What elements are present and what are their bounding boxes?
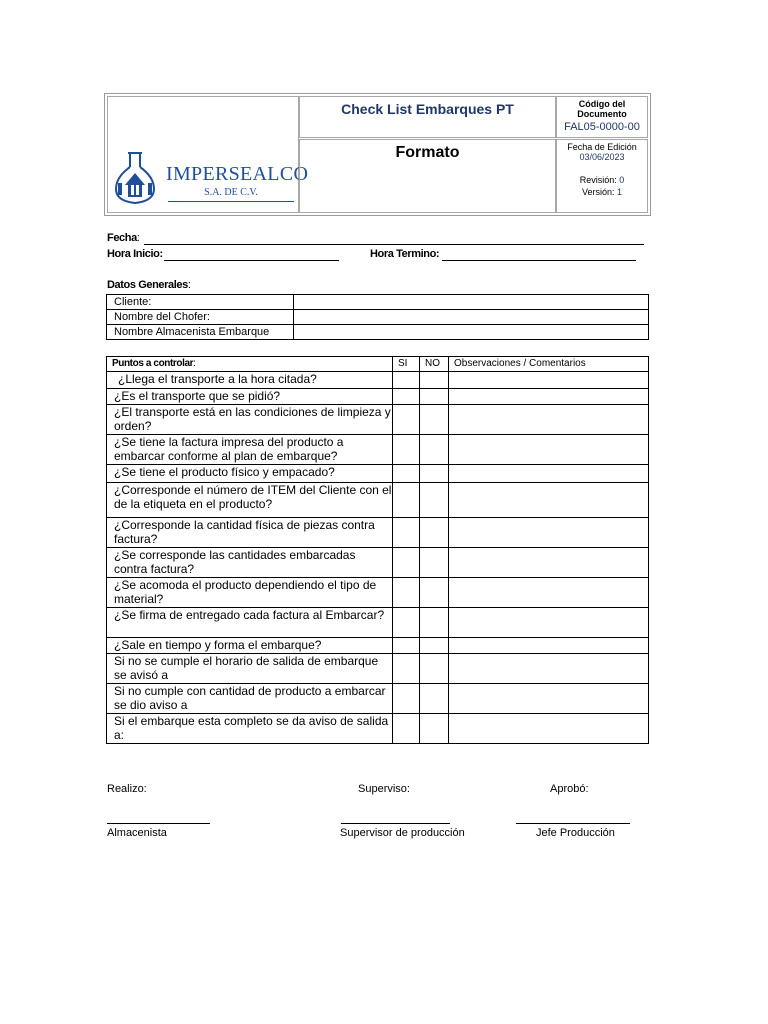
checklist-question: Si no se cumple el horario de salida de embarque se avisó a bbox=[107, 654, 393, 684]
checklist-question: ¿Se corresponde las cantidades embarcadas contra factura? bbox=[107, 548, 393, 578]
general-value-cliente[interactable] bbox=[294, 295, 649, 310]
general-label-cliente: Cliente: bbox=[107, 295, 294, 310]
revision-value: 0 bbox=[619, 175, 625, 185]
general-label-chofer: Nombre del Chofer: bbox=[107, 310, 294, 325]
checklist-question: ¿Se firma de entregado cada factura al Embarcar? bbox=[107, 608, 393, 638]
observations-cell[interactable] bbox=[449, 578, 649, 608]
si-cell[interactable] bbox=[393, 483, 420, 518]
checklist-question: Si el embarque esta completo se da aviso de salida a: bbox=[107, 714, 393, 744]
table-row bbox=[107, 372, 649, 389]
title-cell bbox=[299, 96, 556, 138]
si-cell[interactable] bbox=[393, 518, 420, 548]
col-si-header: SI bbox=[393, 357, 420, 372]
document-title: Check List Embarques PT bbox=[341, 101, 514, 117]
no-cell[interactable] bbox=[420, 518, 449, 548]
no-cell[interactable] bbox=[420, 405, 449, 435]
aprobo-label: Aprobó: bbox=[550, 783, 589, 795]
version-line bbox=[557, 187, 647, 197]
no-cell[interactable] bbox=[420, 389, 449, 405]
observations-cell[interactable] bbox=[449, 638, 649, 654]
table-row bbox=[107, 295, 649, 310]
table-row bbox=[107, 548, 649, 578]
code-label-line2: Documento bbox=[577, 109, 627, 119]
observations-cell[interactable] bbox=[449, 372, 649, 389]
no-cell[interactable] bbox=[420, 654, 449, 684]
table-row bbox=[107, 518, 649, 548]
fecha-line[interactable] bbox=[144, 244, 644, 245]
observations-cell[interactable] bbox=[449, 405, 649, 435]
checklist-question: ¿Sale en tiempo y forma el embarque? bbox=[107, 638, 393, 654]
si-cell[interactable] bbox=[393, 405, 420, 435]
supervisor-label: Supervisor de producción bbox=[340, 827, 465, 839]
no-cell[interactable] bbox=[420, 372, 449, 389]
checklist-header-row bbox=[107, 357, 649, 372]
no-cell[interactable] bbox=[420, 684, 449, 714]
general-label-almacenista: Nombre Almacenista Embarque bbox=[107, 325, 294, 340]
no-cell[interactable] bbox=[420, 608, 449, 638]
no-cell[interactable] bbox=[420, 465, 449, 483]
bottle-emblem-icon bbox=[112, 151, 158, 205]
almacenista-label: Almacenista bbox=[107, 827, 167, 839]
si-cell[interactable] bbox=[393, 435, 420, 465]
document-type: Formato bbox=[395, 144, 460, 161]
checklist-question: ¿Corresponde la cantidad física de piezas contra factura? bbox=[107, 518, 393, 548]
table-row bbox=[107, 435, 649, 465]
logo-underline bbox=[168, 201, 294, 202]
checklist-question: ¿Llega el transporte a la hora citada? bbox=[107, 372, 393, 389]
si-cell[interactable] bbox=[393, 608, 420, 638]
hora-termino-label: Hora Termino: bbox=[370, 248, 440, 260]
observations-cell[interactable] bbox=[449, 608, 649, 638]
table-row bbox=[107, 684, 649, 714]
col-points-header: Puntos a controlar: bbox=[107, 357, 393, 372]
table-row bbox=[107, 483, 649, 518]
observations-cell[interactable] bbox=[449, 435, 649, 465]
no-cell[interactable] bbox=[420, 435, 449, 465]
checklist-question: ¿Se acomoda el producto dependiendo el tipo de material? bbox=[107, 578, 393, 608]
col-obs-header: Observaciones / Comentarios bbox=[449, 357, 649, 372]
table-row bbox=[107, 638, 649, 654]
observations-cell[interactable] bbox=[449, 654, 649, 684]
edition-cell bbox=[556, 139, 648, 213]
si-cell[interactable] bbox=[393, 638, 420, 654]
si-cell[interactable] bbox=[393, 548, 420, 578]
signature-line-almacenista[interactable] bbox=[107, 823, 210, 824]
fecha-label: Fecha: bbox=[107, 232, 140, 244]
table-row bbox=[107, 325, 649, 340]
version-value: 1 bbox=[617, 187, 623, 197]
observations-cell[interactable] bbox=[449, 483, 649, 518]
si-cell[interactable] bbox=[393, 684, 420, 714]
format-cell bbox=[299, 139, 556, 213]
checklist-question: ¿Se tiene el producto físico y empacado? bbox=[107, 465, 393, 483]
si-cell[interactable] bbox=[393, 465, 420, 483]
checklist-question: Si no cumple con cantidad de producto a embarcar se dio aviso a bbox=[107, 684, 393, 714]
general-data-table bbox=[106, 294, 649, 340]
general-value-almacenista[interactable] bbox=[294, 325, 649, 340]
table-row bbox=[107, 714, 649, 744]
table-row bbox=[107, 405, 649, 435]
general-value-chofer[interactable] bbox=[294, 310, 649, 325]
realizo-label: Realizo: bbox=[107, 783, 147, 795]
table-row bbox=[107, 578, 649, 608]
table-row bbox=[107, 389, 649, 405]
table-row bbox=[107, 465, 649, 483]
superviso-label: Superviso: bbox=[358, 783, 410, 795]
hora-inicio-line[interactable] bbox=[164, 260, 339, 261]
col-no-header: NO bbox=[420, 357, 449, 372]
checklist-question: ¿Corresponde el número de ITEM del Cliente con el de la etiqueta en el producto? bbox=[107, 483, 393, 518]
checklist-table bbox=[106, 356, 649, 744]
observations-cell[interactable] bbox=[449, 684, 649, 714]
no-cell[interactable] bbox=[420, 548, 449, 578]
signature-line-supervisor[interactable] bbox=[341, 823, 450, 824]
revision-line bbox=[557, 175, 647, 185]
edition-label: Fecha de Edición bbox=[567, 142, 637, 152]
observations-cell[interactable] bbox=[449, 465, 649, 483]
logo-subtitle: S.A. DE C.V. bbox=[204, 187, 258, 198]
si-cell[interactable] bbox=[393, 654, 420, 684]
observations-cell[interactable] bbox=[449, 389, 649, 405]
document-code-cell bbox=[556, 96, 648, 138]
logo-cell bbox=[107, 96, 309, 213]
version-label: Versión: bbox=[581, 187, 615, 197]
observations-cell[interactable] bbox=[449, 548, 649, 578]
table-row bbox=[107, 654, 649, 684]
si-cell[interactable] bbox=[393, 714, 420, 744]
hora-inicio-label: Hora Inicio: bbox=[107, 248, 163, 260]
no-cell[interactable] bbox=[420, 714, 449, 744]
si-cell[interactable] bbox=[393, 578, 420, 608]
revision-label: Revisión: bbox=[579, 175, 617, 185]
code-label-line1: Código del bbox=[578, 99, 626, 109]
signature-line-jefe[interactable] bbox=[516, 823, 630, 824]
document-code: FAL05-0000-00 bbox=[564, 121, 640, 133]
no-cell[interactable] bbox=[420, 578, 449, 608]
checklist-question: ¿Es el transporte que se pidió? bbox=[107, 389, 393, 405]
table-row bbox=[107, 310, 649, 325]
jefe-label: Jefe Producción bbox=[536, 827, 615, 839]
logo-name: IMPERSEALCO bbox=[166, 163, 309, 185]
observations-cell[interactable] bbox=[449, 714, 649, 744]
hora-termino-line[interactable] bbox=[442, 260, 636, 261]
no-cell[interactable] bbox=[420, 638, 449, 654]
no-cell[interactable] bbox=[420, 483, 449, 518]
document-header bbox=[104, 93, 651, 216]
general-data-title: Datos Generales: bbox=[107, 279, 191, 291]
checklist-question: ¿Se tiene la factura impresa del producto a embarcar conforme al plan de embarque? bbox=[107, 435, 393, 465]
edition-date: 03/06/2023 bbox=[579, 152, 625, 162]
checklist-question: ¿El transporte está en las condiciones de limpieza y orden? bbox=[107, 405, 393, 435]
si-cell[interactable] bbox=[393, 389, 420, 405]
si-cell[interactable] bbox=[393, 372, 420, 389]
observations-cell[interactable] bbox=[449, 518, 649, 548]
table-row bbox=[107, 608, 649, 638]
